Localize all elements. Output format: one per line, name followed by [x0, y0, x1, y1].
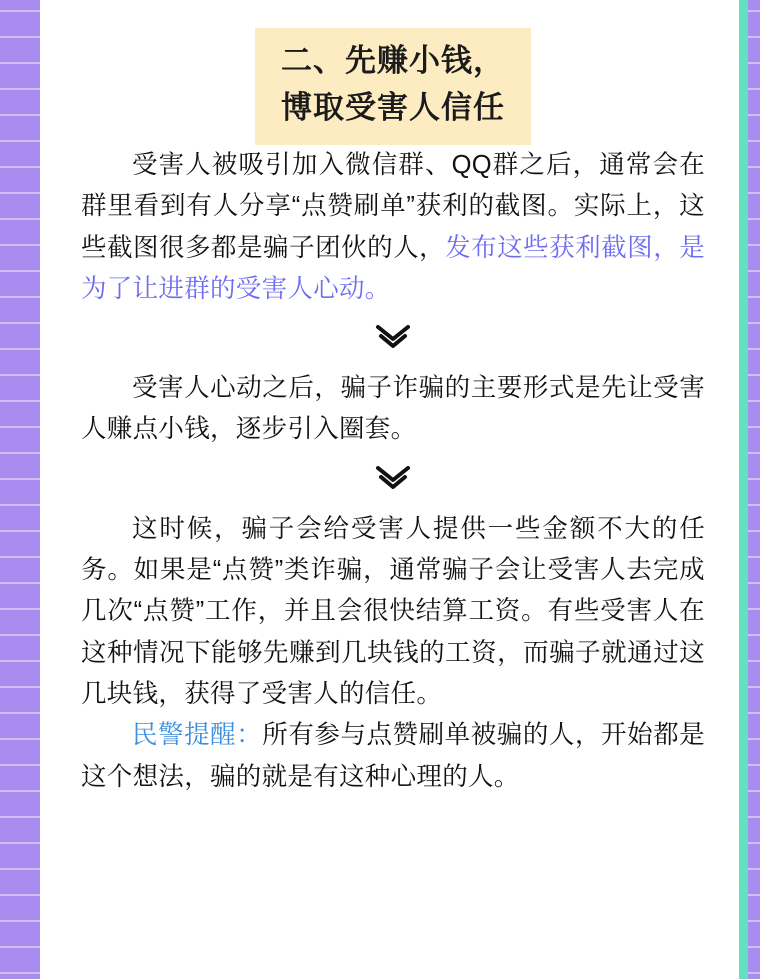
rail-stripe — [748, 920, 760, 922]
rail-stripe — [0, 374, 40, 376]
rail-stripe — [0, 790, 40, 792]
section-heading-wrapper — [81, 28, 705, 145]
rail-stripe — [748, 452, 760, 454]
paragraph-1-text-highlight: 发布这些获利截图，是为了让进群的受害人心动。 — [81, 233, 705, 303]
rail-stripe — [748, 270, 760, 272]
rail-stripe — [0, 88, 40, 90]
rail-stripe — [748, 608, 760, 610]
rail-stripe — [0, 764, 40, 766]
rail-stripe — [0, 426, 40, 428]
paragraph-1 — [81, 145, 705, 310]
rail-stripe — [748, 868, 760, 870]
rail-stripe — [748, 62, 760, 64]
left-rail-inner-edge — [40, 0, 47, 979]
section-heading-line-2: 博取受害人信任 — [281, 89, 505, 125]
rail-stripe — [0, 920, 40, 922]
rail-stripe — [748, 634, 760, 636]
rail-stripe — [748, 10, 760, 12]
rail-stripe — [748, 348, 760, 350]
right-mint-rail — [739, 0, 748, 979]
rail-stripe — [0, 140, 40, 142]
rail-stripe — [0, 816, 40, 818]
section-heading — [255, 28, 531, 145]
rail-stripe — [0, 114, 40, 116]
rail-stripe — [748, 530, 760, 532]
rail-stripe — [0, 868, 40, 870]
rail-stripe — [0, 686, 40, 688]
rail-stripe — [748, 504, 760, 506]
rail-stripe — [748, 842, 760, 844]
rail-stripe — [0, 608, 40, 610]
paragraph-2-text: 受害人心动之后，骗子诈骗的主要形式是先让受害人赚点小钱，逐步引入圈套。 — [81, 374, 705, 444]
rail-stripe — [0, 894, 40, 896]
rail-stripe — [0, 634, 40, 636]
rail-stripe — [0, 192, 40, 194]
rail-stripe — [0, 10, 40, 12]
chevron-down-icon — [81, 324, 705, 356]
rail-stripe — [748, 894, 760, 896]
paragraph-4 — [81, 715, 705, 798]
rail-stripe — [0, 738, 40, 740]
rail-stripe — [748, 660, 760, 662]
rail-stripe — [748, 738, 760, 740]
rail-stripe — [748, 946, 760, 948]
rail-stripe — [0, 348, 40, 350]
rail-stripe — [0, 478, 40, 480]
rail-stripe — [748, 244, 760, 246]
paragraph-1-text-normal: 受害人被吸引加入微信群、QQ群之后，通常会在群里看到有人分享“点赞刷单”获利的截图。实际上，这些截图很多都是骗子团伙的人， — [81, 151, 705, 262]
rail-stripe — [748, 374, 760, 376]
rail-stripe — [0, 270, 40, 272]
rail-stripe — [748, 790, 760, 792]
rail-stripe — [0, 556, 40, 558]
rail-stripe — [0, 400, 40, 402]
rail-stripe — [0, 218, 40, 220]
rail-stripe — [748, 972, 760, 974]
police-reminder-label: 民警提醒： — [132, 721, 263, 750]
section-heading-line-1: 二、先赚小钱， — [281, 43, 505, 78]
rail-stripe — [0, 582, 40, 584]
rail-stripe — [748, 686, 760, 688]
rail-stripe — [0, 62, 40, 64]
rail-stripe — [748, 166, 760, 168]
rail-stripe — [0, 842, 40, 844]
chevron-down-icon-2 — [81, 465, 705, 497]
left-decorative-rail — [0, 0, 40, 979]
rail-stripe — [748, 816, 760, 818]
rail-stripe — [0, 296, 40, 298]
rail-stripe — [748, 218, 760, 220]
rail-stripe — [0, 166, 40, 168]
rail-stripe — [0, 712, 40, 714]
rail-stripe — [748, 712, 760, 714]
rail-stripe — [748, 400, 760, 402]
rail-stripe — [748, 114, 760, 116]
rail-stripe — [0, 36, 40, 38]
rail-stripe — [0, 244, 40, 246]
rail-stripe — [748, 88, 760, 90]
rail-stripe — [748, 192, 760, 194]
rail-stripe — [0, 504, 40, 506]
paragraph-4-text: 所有参与点赞刷单被骗的人，开始都是这个想法，骗的就是有这种心理的人。 — [81, 721, 705, 791]
rail-stripe — [748, 556, 760, 558]
paragraph-3-text: 这时候，骗子会给受害人提供一些金额不大的任务。如果是“点赞”类诈骗，通常骗子会让受害人去完成几次“点赞”工作，并且会很快结算工资。有些受害人在这种情况下能够先赚到几块钱的工资，而骗子就通过这几块钱，获得了受害人的信任。 — [81, 514, 705, 708]
article-page — [47, 0, 739, 979]
rail-stripe — [0, 660, 40, 662]
rail-stripe — [748, 140, 760, 142]
paragraph-2 — [81, 368, 705, 451]
right-purple-rail — [748, 0, 760, 979]
rail-stripe — [748, 296, 760, 298]
rail-stripe — [748, 478, 760, 480]
rail-stripe — [0, 322, 40, 324]
rail-stripe — [748, 764, 760, 766]
rail-stripe — [0, 946, 40, 948]
rail-stripe — [0, 452, 40, 454]
rail-stripe — [748, 582, 760, 584]
rail-stripe — [748, 322, 760, 324]
rail-stripe — [0, 530, 40, 532]
rail-stripe — [0, 972, 40, 974]
rail-stripe — [748, 426, 760, 428]
rail-stripe — [748, 36, 760, 38]
article-content — [47, 0, 739, 798]
paragraph-3 — [81, 509, 705, 715]
